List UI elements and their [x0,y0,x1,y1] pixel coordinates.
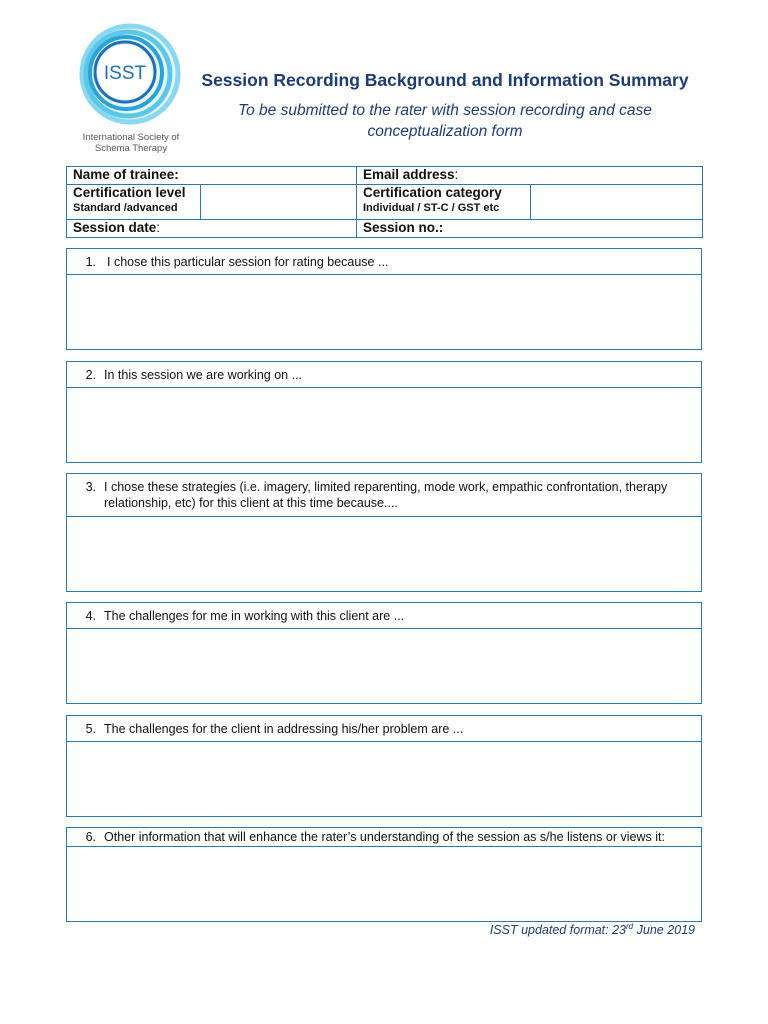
question-box-5 [66,715,702,817]
name-of-trainee-label: Name of trainee: [73,167,179,182]
table-row [67,167,703,185]
question-box-6 [66,827,702,922]
certification-category-label: Certification category [363,185,502,200]
table-row [67,220,703,238]
answer-area-2[interactable] [67,388,701,462]
answer-area-3[interactable] [67,517,701,591]
certification-level-sub: Standard /advanced [73,202,178,214]
subtitle-line1: To be submitted to the rater with session recording and case [238,102,652,119]
logo-caption [66,132,196,154]
question-text: Other information that will enhance the rater’s understanding of the session as s/he listens or views it: [104,830,665,844]
session-number-field[interactable] [357,220,703,238]
certification-level-cell [67,185,201,220]
question-box-3 [66,473,702,592]
answer-area-5[interactable] [67,742,701,816]
answer-area-1[interactable] [67,275,701,349]
question-text: I chose this particular session for rating because ... [107,255,389,269]
question-text: In this session we are working on ... [104,368,303,382]
isst-logo-icon [74,22,186,128]
question-number: 2. [85,368,96,382]
question-box-4 [66,602,702,704]
table-row [67,185,703,220]
email-address-field[interactable] [357,167,703,185]
question-header [67,362,701,388]
question-number: 5. [85,722,96,736]
session-number-label: Session no.: [363,220,444,235]
certification-category-value-field[interactable] [531,185,703,220]
logo-caption-line1: International Society of [82,132,180,143]
email-colon: : [454,167,459,182]
question-header [67,828,701,847]
question-box-2 [66,361,702,463]
session-date-colon: : [156,220,161,235]
question-text: The challenges for the client in addressing his/her problem are ... [104,722,464,736]
question-box-1 [66,248,702,350]
footer-note [420,922,695,937]
certification-category-sub: Individual / ST-C / GST etc [363,202,500,214]
question-header [67,249,701,275]
question-header [67,716,701,742]
certification-level-label: Certification level [73,185,186,200]
question-number: 3. [85,480,96,494]
footer-prefix: ISST updated format: 23 [489,923,627,938]
certification-level-value-field[interactable] [201,185,357,220]
question-text: The challenges for me in working with this client are ... [104,609,405,623]
trainee-info-table [66,166,703,238]
email-address-label: Email address [363,167,455,182]
question-text: I chose these strategies (i.e. imagery, limited reparenting, mode work, empathic confrontation, therapy relationship, etc) for this client at this time because.... [104,480,668,510]
question-number: 6. [85,830,96,844]
session-date-field[interactable] [67,220,357,238]
name-of-trainee-field[interactable] [67,167,357,185]
answer-area-6[interactable] [67,847,701,921]
question-number: 1. [85,255,96,269]
page-title: Session Recording Background and Information Summary [201,70,689,90]
answer-area-4[interactable] [67,629,701,703]
certification-category-cell [357,185,531,220]
session-date-label: Session date [73,220,157,235]
logo-text: ISST [103,63,147,84]
question-header [67,603,701,629]
subtitle-line2: conceptualization form [367,123,523,140]
logo-caption-line2: Schema Therapy [94,143,168,154]
footer-sup: rd [626,922,634,931]
footer-suffix: June 2019 [633,923,695,938]
isst-logo [72,22,188,154]
page-subtitle [215,100,675,142]
question-number: 4. [85,609,96,623]
question-header [67,474,701,517]
